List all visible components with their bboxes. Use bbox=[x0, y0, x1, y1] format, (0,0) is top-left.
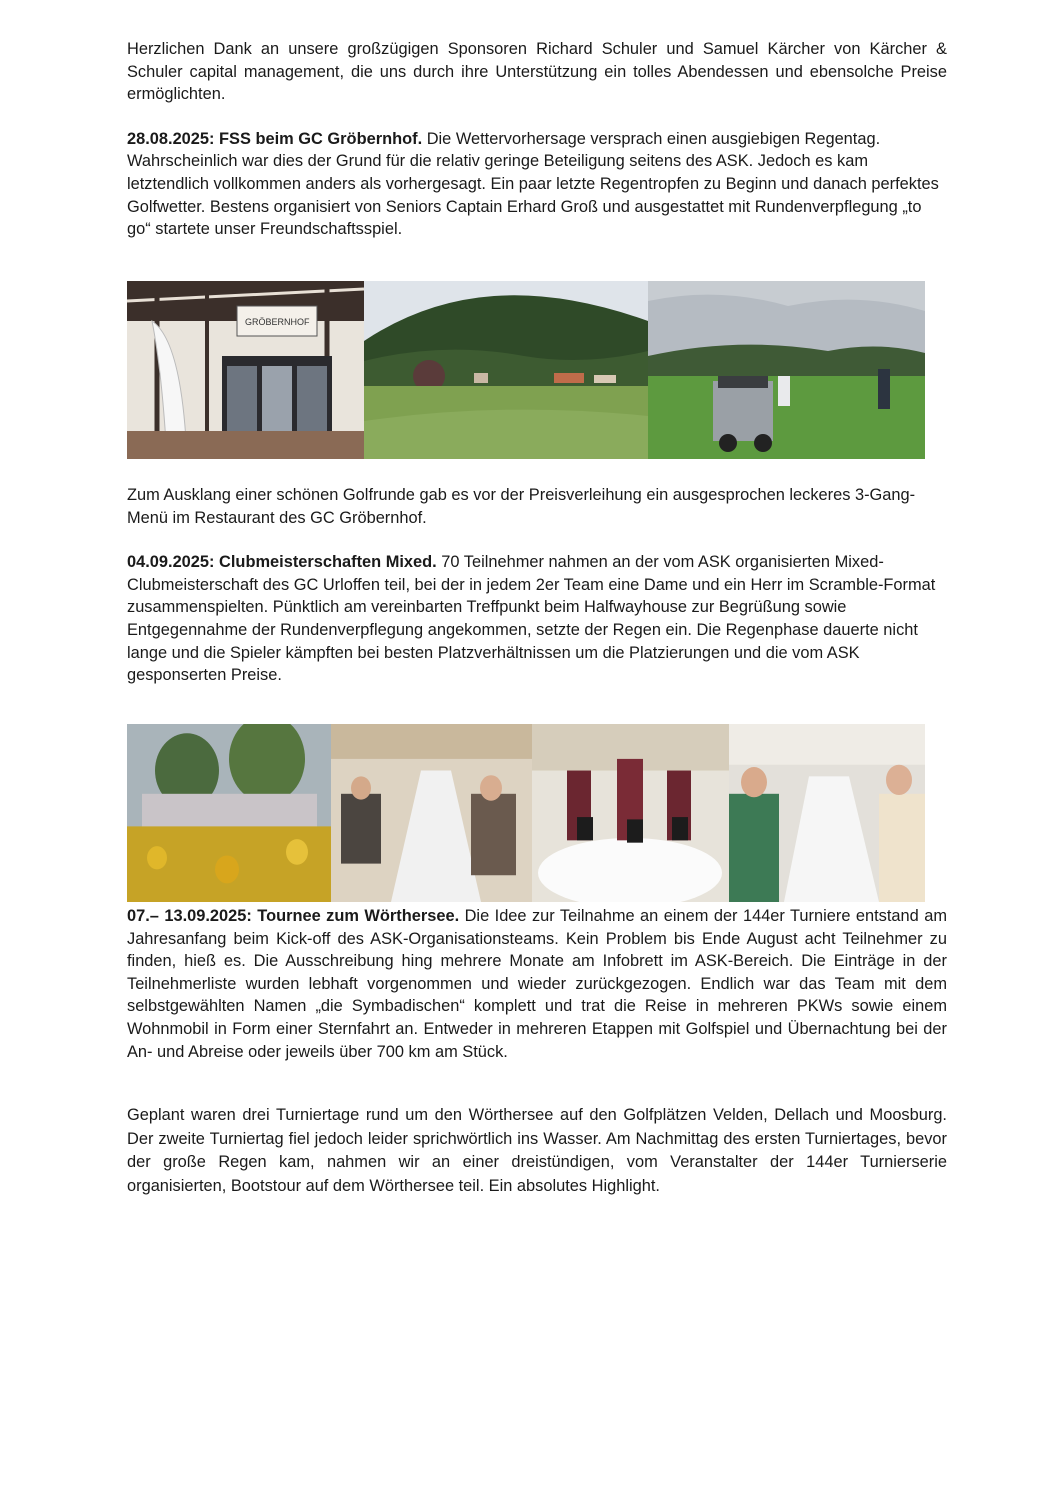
section-3-paragraph bbox=[127, 905, 947, 1063]
dinner-table-photo bbox=[331, 724, 532, 902]
clubhouse-photo bbox=[127, 281, 364, 459]
section-2-text: 70 Teilnehmer nahmen an der vom ASK organisierten Mixed-Clubmeisterschaft des GC Urloffen teil, bei der in jedem 2er Team eine Dame und ein Herr im Scramble-Format zusammenspielten. Pünktlich am vereinbarten Treffpunkt beim Halfwayhouse zur Begrüßung sowie Entgegennahme der Rundenverpflegung angekommen, setzte der Regen ein. Die Regenphase dauerte nicht lange und die Spieler kämpften bei besten Platzverhältnissen um die Platzierungen und die vom ASK gesponserten Preise. bbox=[127, 553, 936, 685]
section-2-paragraph bbox=[127, 551, 947, 687]
section-3-after: Geplant waren drei Turniertage rund um den Wörthersee auf den Golfplätzen Velden, Dellach und Moosburg. Der zweite Turniertag fiel jedoch leider sprichwörtlich ins Wasser. Am Nachmittag des ersten Turniertages, bevor der große Regen kam, nahmen wir an einer dreistündigen, vom Veranstalter der 144er Turnierserie organisierten, Bootstour auf dem Wörthersee teil. Ein absolutes Highlight. bbox=[127, 1106, 947, 1195]
section-1-text: Die Wettervorhersage versprach einen ausgiebigen Regentag. Wahrscheinlich war dies der Grund für die relativ geringe Beteiligung seitens des ASK. Jedoch es kam letztendlich vollkommen anders als vorhergesagt. Ein paar letzte Regentropfen zu Beginn und danach perfektes Golfwetter. Bestens organisiert von Seniors Captain Erhard Groß und ausgestattet mit Rundenverpflegung „to go“ startete unser Freundschaftsspiel. bbox=[127, 129, 939, 239]
golf-cart-photo bbox=[648, 281, 925, 459]
photo-row-1 bbox=[127, 281, 925, 459]
section-2-heading: 04.09.2025: Clubmeisterschaften Mixed. bbox=[127, 553, 437, 572]
section-3-text: Die Idee zur Teilnahme an einem der 144er Turniere entstand am Jahresanfang beim Kick-off des ASK-Organisationsteams. Kein Problem bis Ende August acht Teilnehmer zu finden, hieß es. Die Ausschreibung hing mehrere Monate am Infobrett im ASK-Bereich. Die Einträge in der Teilnehmerliste wurden lebhaft vorgenommen und wieder zurückgezogen. Endlich war das Team mit dem selbstgewählten Namen „die Symbadischen“ komplett und trat die Reise in mehreren PKWs sowie einem Wohnmobil in Form einer Sternfahrt an. Entweder in mehreren Etappen mit Golfspiel und Übernachtung bei der An- und Abreise oder jeweils über 700 km am Stück. bbox=[127, 907, 947, 1061]
photo-row-2 bbox=[127, 724, 925, 902]
after-photos-2 bbox=[127, 905, 947, 1199]
section-1-heading: 28.08.2025: FSS beim GC Gröbernhof. bbox=[127, 129, 423, 148]
restaurant-guests-photo bbox=[729, 724, 925, 902]
section-3-heading: 07.– 13.09.2025: Tournee zum Wörthersee. bbox=[127, 907, 460, 925]
golf-course-valley-photo bbox=[364, 281, 648, 459]
document-page bbox=[127, 38, 947, 241]
after-photos-1 bbox=[127, 484, 947, 687]
prizes-photo bbox=[532, 724, 729, 902]
group-photo-flowers bbox=[127, 724, 331, 902]
section-1-after: Zum Ausklang einer schönen Golfrunde gab es vor der Preisverleihung ein ausgesprochen leckeres 3-Gang-Menü im Restaurant des GC Gröbernhof. bbox=[127, 486, 916, 527]
section-1-paragraph bbox=[127, 128, 947, 241]
intro-paragraph: Herzlichen Dank an unsere großzügigen Sponsoren Richard Schuler und Samuel Kärcher von Kärcher & Schuler capital management, die uns durch ihre Unterstützung ein tolles Abendessen und ebensolche Preise ermöglichten. bbox=[127, 40, 947, 104]
sign-text: GRÖBERNHOF bbox=[245, 317, 310, 327]
